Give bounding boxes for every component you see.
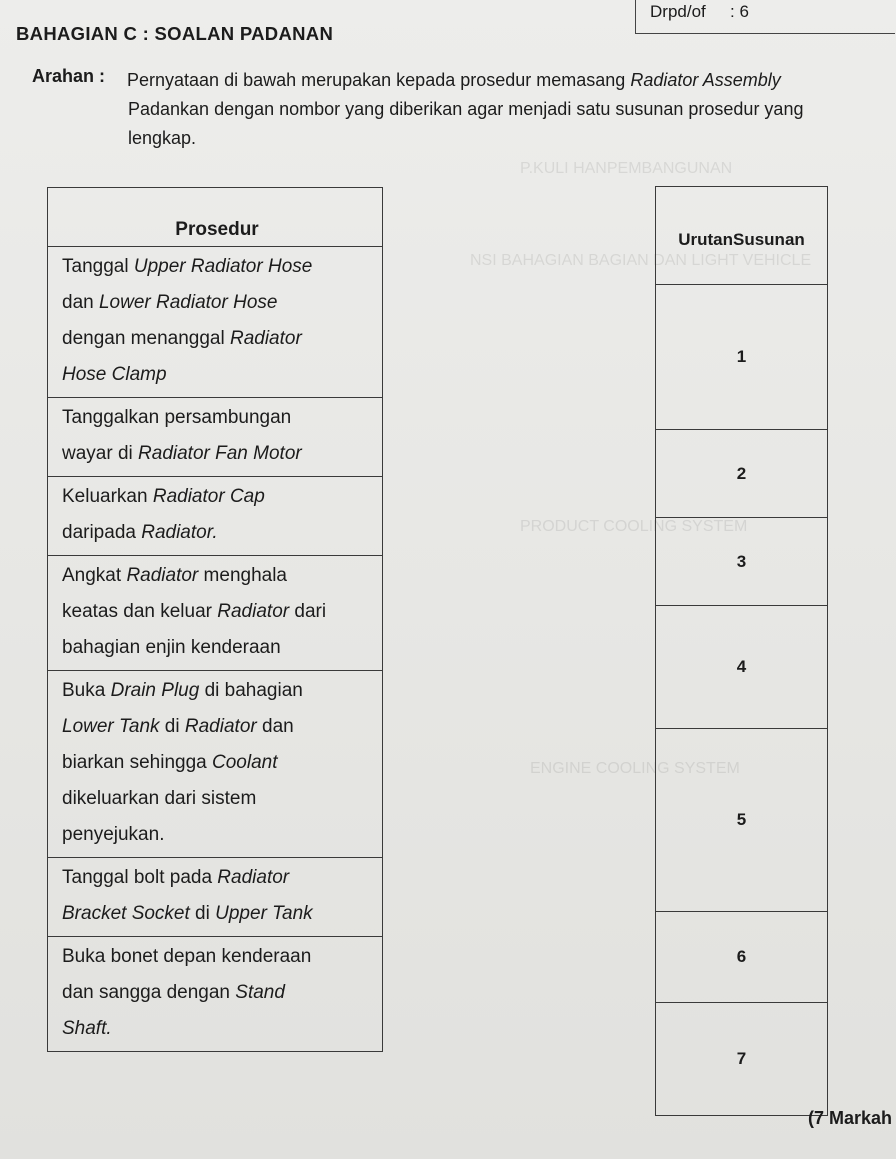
section-title: BAHAGIAN C : SOALAN PADANAN <box>16 23 334 44</box>
order-number: 7 <box>656 1003 828 1116</box>
procedure-row <box>48 556 383 671</box>
instruction-label: Arahan : <box>32 66 106 86</box>
instruction-line3: lengkap. <box>128 128 197 148</box>
procedure-step: Tanggalkan persambungan wayar di Radiator Fan Motor <box>48 398 383 477</box>
procedure-step: Buka bonet depan kenderaan dan sangga dengan Stand Shaft. <box>48 937 383 1052</box>
procedure-table <box>47 187 383 1052</box>
order-number: 1 <box>656 285 828 430</box>
procedure-step: Buka Drain Plug di bahagian Lower Tank di Radiator dan biarkan sehingga Coolant dikeluarkan dari sistem penyejukan. <box>48 671 383 858</box>
order-row <box>656 430 828 518</box>
order-row <box>656 1003 828 1116</box>
procedure-step: Tanggal Upper Radiator Hose dan Lower Radiator Hose dengan menanggal Radiator Hose Clamp <box>48 247 383 398</box>
order-row <box>656 912 828 1003</box>
order-table <box>655 186 828 1116</box>
procedure-step: Keluarkan Radiator Cap daripada Radiator. <box>48 477 383 556</box>
page-number-box <box>635 0 895 34</box>
order-number: 4 <box>656 606 828 729</box>
drpd-value: : 6 <box>730 2 749 21</box>
order-number: 5 <box>656 729 828 912</box>
procedure-row <box>48 937 383 1052</box>
procedure-step: Tanggal bolt pada Radiator Bracket Socket di Upper Tank <box>48 858 383 937</box>
order-row <box>656 285 828 430</box>
procedure-row <box>48 671 383 858</box>
procedure-row <box>48 858 383 937</box>
instruction-line2: Padankan dengan nombor yang diberikan agar menjadi satu susunan prosedur yang <box>128 99 804 119</box>
order-number: 3 <box>656 518 828 606</box>
procedure-step: Angkat Radiator menghala keatas dan keluar Radiator dari bahagian enjin kenderaan <box>48 556 383 671</box>
order-row <box>656 606 828 729</box>
instruction-text <box>128 66 888 153</box>
bleed-through-text: P.KULI HANPEMBANGUNAN <box>520 160 733 177</box>
order-header: UrutanSusunan <box>656 187 828 285</box>
drpd-label: Drpd/of <box>650 2 706 21</box>
bleed-through-text: ENGINE COOLING SYSTEM <box>530 760 740 777</box>
instruction-line1a: Pernyataan di bawah merupakan kepada prosedur memasang <box>127 70 631 90</box>
procedure-row <box>48 247 383 398</box>
order-number: 6 <box>656 912 828 1003</box>
bleed-through-text: NSI BAHAGIAN BAGIAN DAN LIGHT VEHICLE <box>470 252 812 269</box>
marks-label: (7 Markah <box>808 1108 893 1128</box>
bleed-through-text: PRODUCT COOLING SYSTEM <box>520 518 748 535</box>
order-row <box>656 518 828 606</box>
order-row <box>656 729 828 912</box>
procedure-row <box>48 477 383 556</box>
procedure-header: Prosedur <box>48 188 383 247</box>
instruction-line1b: Radiator Assembly <box>630 70 781 90</box>
procedure-row <box>48 398 383 477</box>
order-number: 2 <box>656 430 828 518</box>
